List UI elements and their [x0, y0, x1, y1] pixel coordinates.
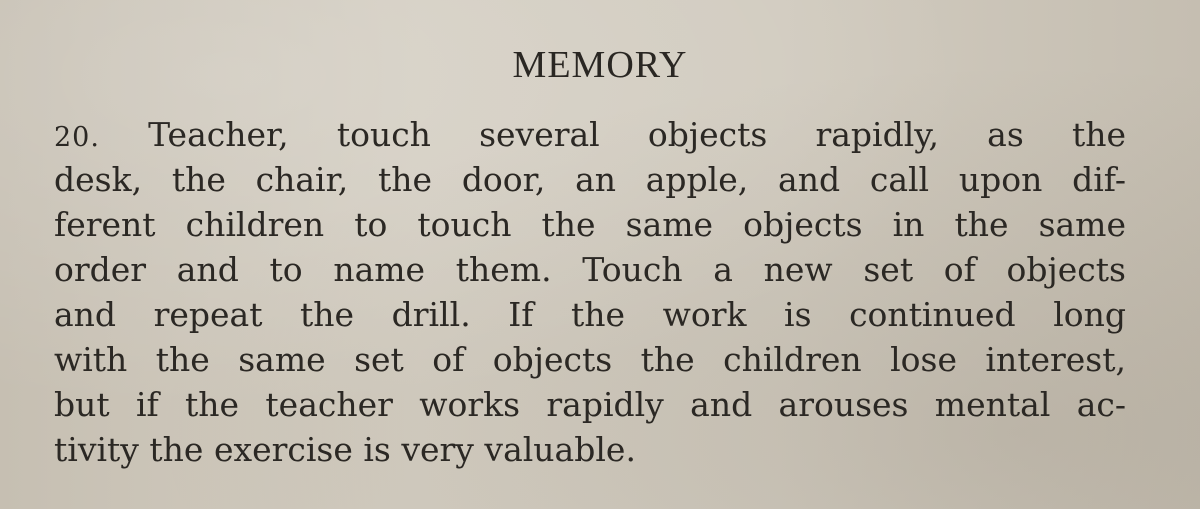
paragraph-line: order and to name them. Touch a new set of objects: [54, 250, 1126, 289]
paragraph-line: desk, the chair, the door, an apple, and call upon dif-: [54, 160, 1126, 199]
section-heading: MEMORY: [512, 44, 688, 86]
exercise-paragraph: [54, 112, 1126, 472]
paragraph-line: with the same set of objects the children lose interest,: [54, 340, 1126, 379]
paragraph-line: but if the teacher works rapidly and arouses mental ac-: [54, 385, 1126, 424]
paragraph-line: and repeat the drill. If the work is continued long: [54, 295, 1126, 334]
paragraph-line: tivity the exercise is very valuable.: [54, 430, 636, 469]
paragraph-line-text: Teacher, touch several objects rapidly, as the: [99, 115, 1126, 154]
exercise-number: 20.: [54, 122, 100, 153]
paragraph-line: ferent children to touch the same objects in the same: [54, 205, 1126, 244]
paragraph-line: [54, 112, 1126, 157]
